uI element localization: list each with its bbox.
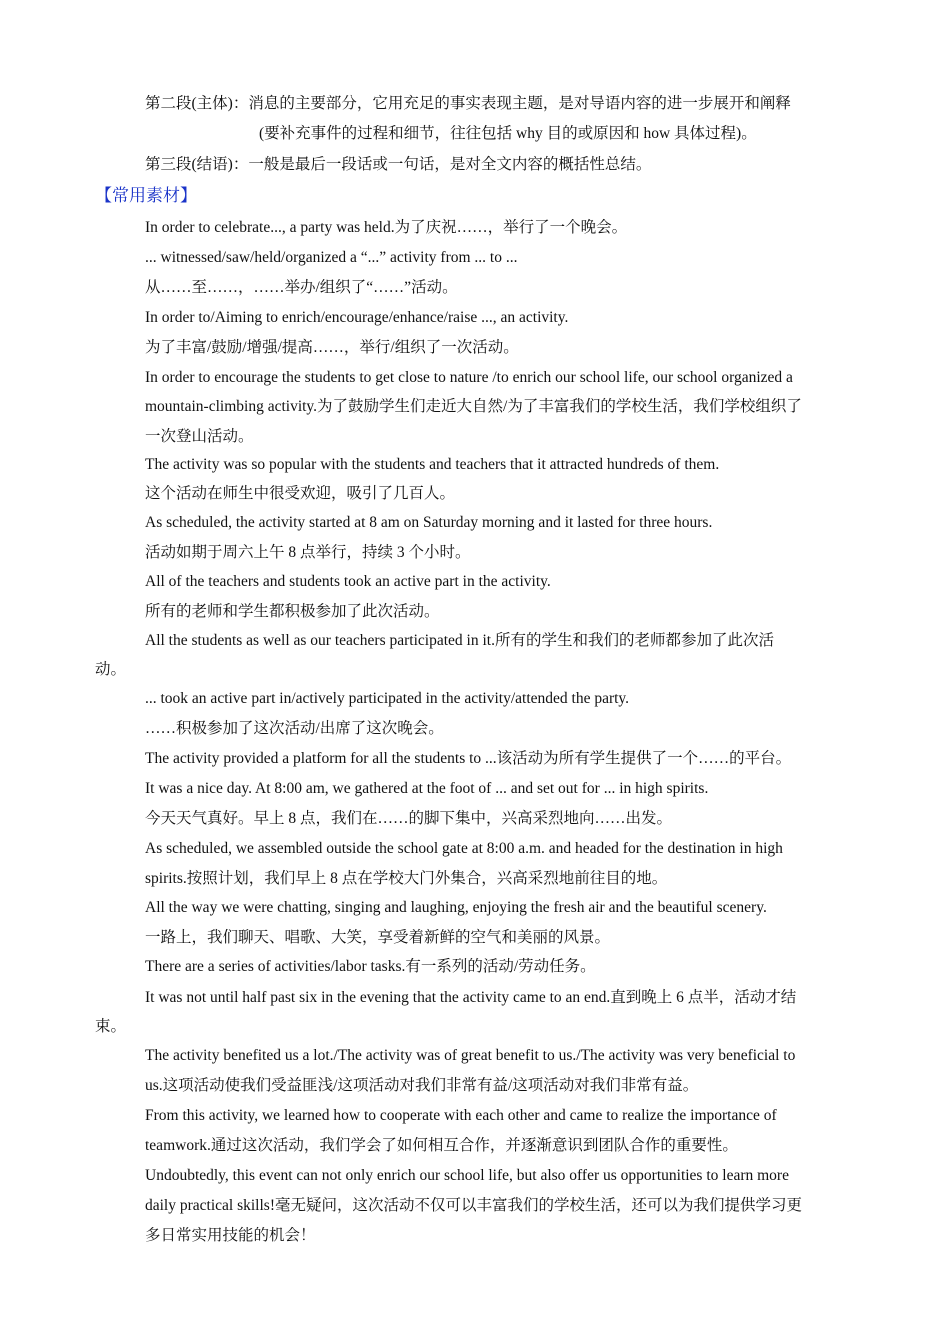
text-line: mountain-climbing activity.为了鼓励学生们走近大自然/为了丰富我们的学校生活，我们学校组织了 xyxy=(145,398,802,415)
text-line: The activity benefited us a lot./The activity was of great benefit to us./The activity was very beneficial to xyxy=(145,1047,796,1064)
text-line: From this activity, we learned how to cooperate with each other and came to realize the importance of xyxy=(145,1107,777,1124)
section-heading: 【常用素材】 xyxy=(95,186,197,205)
text-line: 为了丰富/鼓励/增强/提高……，举行/组织了一次活动。 xyxy=(145,339,519,356)
text-line: 一次登山活动。 xyxy=(145,428,254,445)
text-line: As scheduled, we assembled outside the school gate at 8:00 a.m. and headed for the destination in high xyxy=(145,840,783,857)
text-line: spirits.按照计划，我们早上 8 点在学校大门外集合，兴高采烈地前往目的地。 xyxy=(145,870,668,887)
text-line: All of the teachers and students took an active part in the activity. xyxy=(145,573,551,590)
para2-line2: (要补充事件的过程和细节，往往包括 why 目的或原因和 how 具体过程)。 xyxy=(259,125,757,142)
text-line: The activity provided a platform for all the students to ...该活动为所有学生提供了一个……的平台。 xyxy=(145,750,792,767)
text-line: us.这项活动使我们受益匪浅/这项活动对我们非常有益/这项活动对我们非常有益。 xyxy=(145,1077,699,1094)
text-line: ……积极参加了这次活动/出席了这次晚会。 xyxy=(145,720,444,737)
text-line: There are a series of activities/labor tasks.有一系列的活动/劳动任务。 xyxy=(145,958,596,975)
text-line: It was not until half past six in the evening that the activity came to an end.直到晚上 6 点半，活动才结 xyxy=(145,989,797,1006)
text-line: All the students as well as our teachers participated in it.所有的学生和我们的老师都参加了此次活 xyxy=(145,632,774,649)
text-line: It was a nice day. At 8:00 am, we gathered at the foot of ... and set out for ... in high spirits. xyxy=(145,780,709,797)
text-line: ... took an active part in/actively participated in the activity/attended the party. xyxy=(145,690,630,707)
text-line: As scheduled, the activity started at 8 am on Saturday morning and it lasted for three hours. xyxy=(145,514,713,531)
text-line: 所有的老师和学生都积极参加了此次活动。 xyxy=(145,603,440,620)
para3-line: 第三段(结语)：一般是最后一段话或一句话，是对全文内容的概括性总结。 xyxy=(145,156,652,173)
text-line: 束。 xyxy=(95,1018,127,1035)
para2-label: 第二段(主体)： xyxy=(145,95,249,112)
text-line: 这个活动在师生中很受欢迎，吸引了几百人。 xyxy=(145,485,456,502)
text-line: The activity was so popular with the students and teachers that it attracted hundreds of them. xyxy=(145,456,720,473)
text-line: ... witnessed/saw/held/organized a “...” activity from ... to ... xyxy=(145,249,518,266)
text-line: In order to/Aiming to enrich/encourage/enhance/raise ..., an activity. xyxy=(145,309,569,326)
text-line: 一路上，我们聊天、唱歌、大笑，享受着新鲜的空气和美丽的风景。 xyxy=(145,929,611,946)
text-line: 多日常实用技能的机会！ xyxy=(145,1227,316,1244)
text-line: In order to encourage the students to get close to nature /to enrich our school life, our school organized a xyxy=(145,369,793,386)
text-line: teamwork.通过这次活动，我们学会了如何相互合作，并逐渐意识到团队合作的重要性。 xyxy=(145,1137,738,1154)
text-line: 今天天气真好。早上 8 点，我们在……的脚下集中，兴高采烈地向……出发。 xyxy=(145,810,673,827)
text-line: 从……至……，……举办/组织了“……”活动。 xyxy=(145,279,458,296)
para2-text: 消息的主要部分，它用充足的事实表现主题，是对导语内容的进一步展开和阐释 xyxy=(248,95,791,112)
text-line: All the way we were chatting, singing and laughing, enjoying the fresh air and the beautiful scenery. xyxy=(145,899,767,916)
text-line: In order to celebrate..., a party was held.为了庆祝……，举行了一个晚会。 xyxy=(145,219,628,236)
text-line: 活动如期于周六上午 8 点举行，持续 3 个小时。 xyxy=(145,544,471,561)
para2-line1 xyxy=(145,94,791,114)
text-line: daily practical skills!毫无疑问，这次活动不仅可以丰富我们的学校生活，还可以为我们提供学习更 xyxy=(145,1197,802,1214)
text-line: 动。 xyxy=(95,661,127,678)
text-line: Undoubtedly, this event can not only enrich our school life, but also offer us opportunities to learn more xyxy=(145,1167,789,1184)
